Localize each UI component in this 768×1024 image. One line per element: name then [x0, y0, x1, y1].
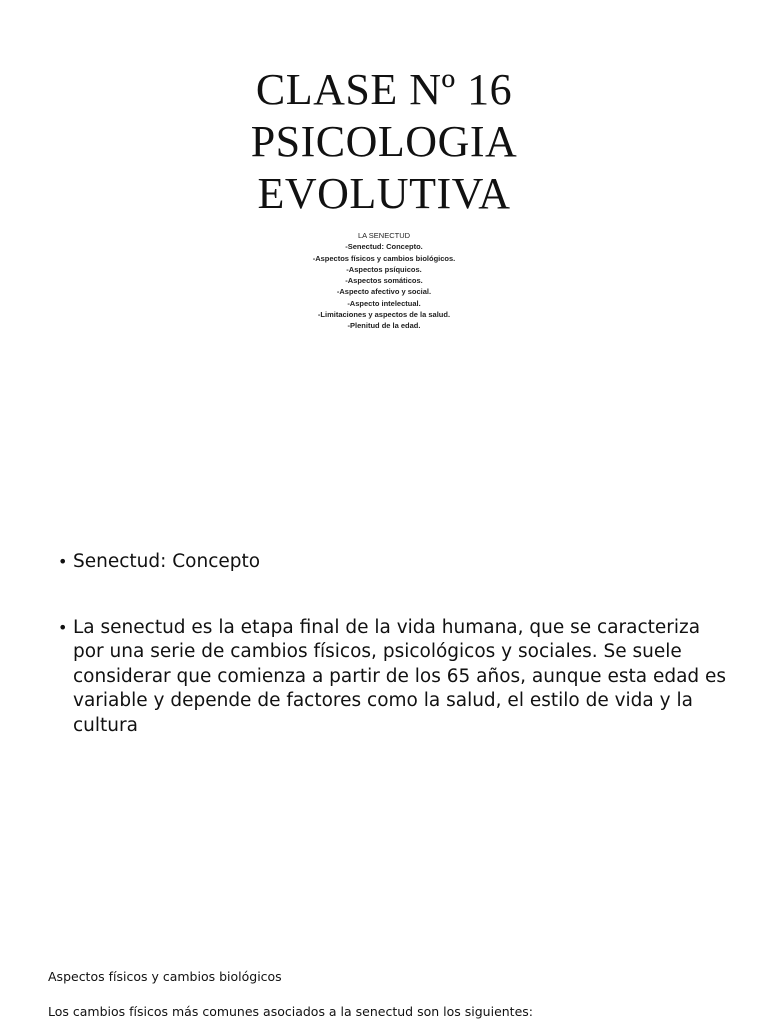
slide-title [0, 64, 768, 220]
subtitle-line-9: -Plenitud de la edad. [347, 321, 421, 331]
subtitle-line-7: -Aspecto intelectual. [347, 298, 421, 308]
bullet-text: Senectud: Concepto [73, 551, 261, 572]
section-intro-paragraph: Los cambios físicos más comunes asociados a la senectud son los siguientes: [48, 1004, 533, 1019]
title-line-1: CLASE Nº 16 [255, 65, 513, 114]
subtitle-line-4: -Aspectos psíquicos. [346, 264, 422, 274]
title-line-2: PSICOLOGIA [250, 117, 518, 166]
section-heading-physical-aspects: Aspectos físicos y cambios biológicos [48, 969, 282, 984]
bullet-item-concept-heading [58, 550, 728, 575]
subtitle-line-1: LA SENECTUD [357, 231, 411, 240]
bullet-list [58, 550, 728, 738]
title-line-3: EVOLUTIVA [257, 169, 511, 218]
subtitle-line-2: -Senectud: Concepto. [345, 242, 423, 252]
subtitle-line-6: -Aspecto afectivo y social. [336, 287, 432, 297]
bullet-dot: • [58, 552, 68, 571]
subtitle-line-5: -Aspectos somáticos. [345, 276, 423, 286]
slide-subtitle-list [0, 230, 768, 332]
bullet-item-concept-definition [58, 616, 728, 739]
bullet-text: La senectud es la etapa final de la vida humana, que se caracteriza por una serie de cambios físicos, psicológicos y sociales. Se suele considerar que comienza a partir de los 65 años, aunque esta edad es variable y depende de factores como la salud, el estilo de vida y la cultura [73, 616, 727, 736]
bullet-dot: • [58, 617, 68, 637]
subtitle-line-8: -Limitaciones y aspectos de la salud. [317, 310, 451, 320]
subtitle-line-3: -Aspectos físicos y cambios biológicos. [312, 253, 456, 263]
